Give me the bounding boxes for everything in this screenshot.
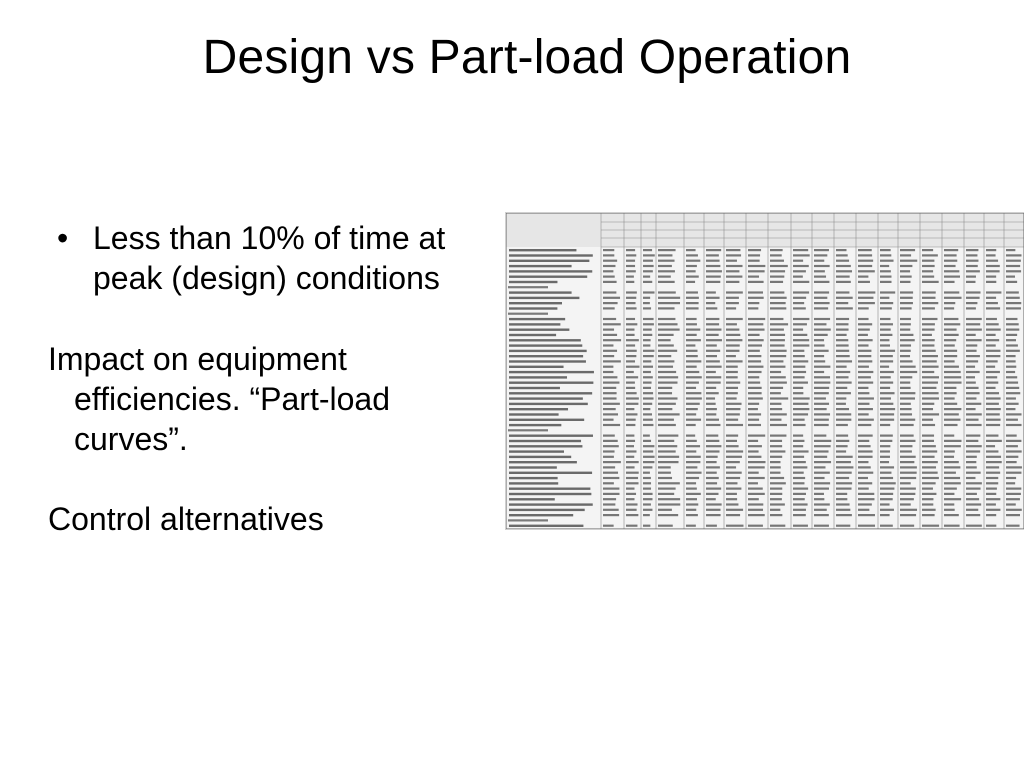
paragraph-impact: Impact on equipment efficiencies. “Part-load curves”. (48, 341, 390, 457)
bullet-item (48, 218, 488, 298)
slide-title: Design vs Part-load Operation (202, 31, 852, 84)
climate-data-table-image (505, 212, 1024, 530)
slide-body (48, 218, 488, 539)
bullet-text: Less than 10% of time at peak (design) conditions (93, 220, 446, 296)
scanned-table-graphic (506, 213, 1024, 529)
paragraph-control: Control alternatives (48, 501, 324, 537)
bullet-marker: • (57, 220, 69, 256)
